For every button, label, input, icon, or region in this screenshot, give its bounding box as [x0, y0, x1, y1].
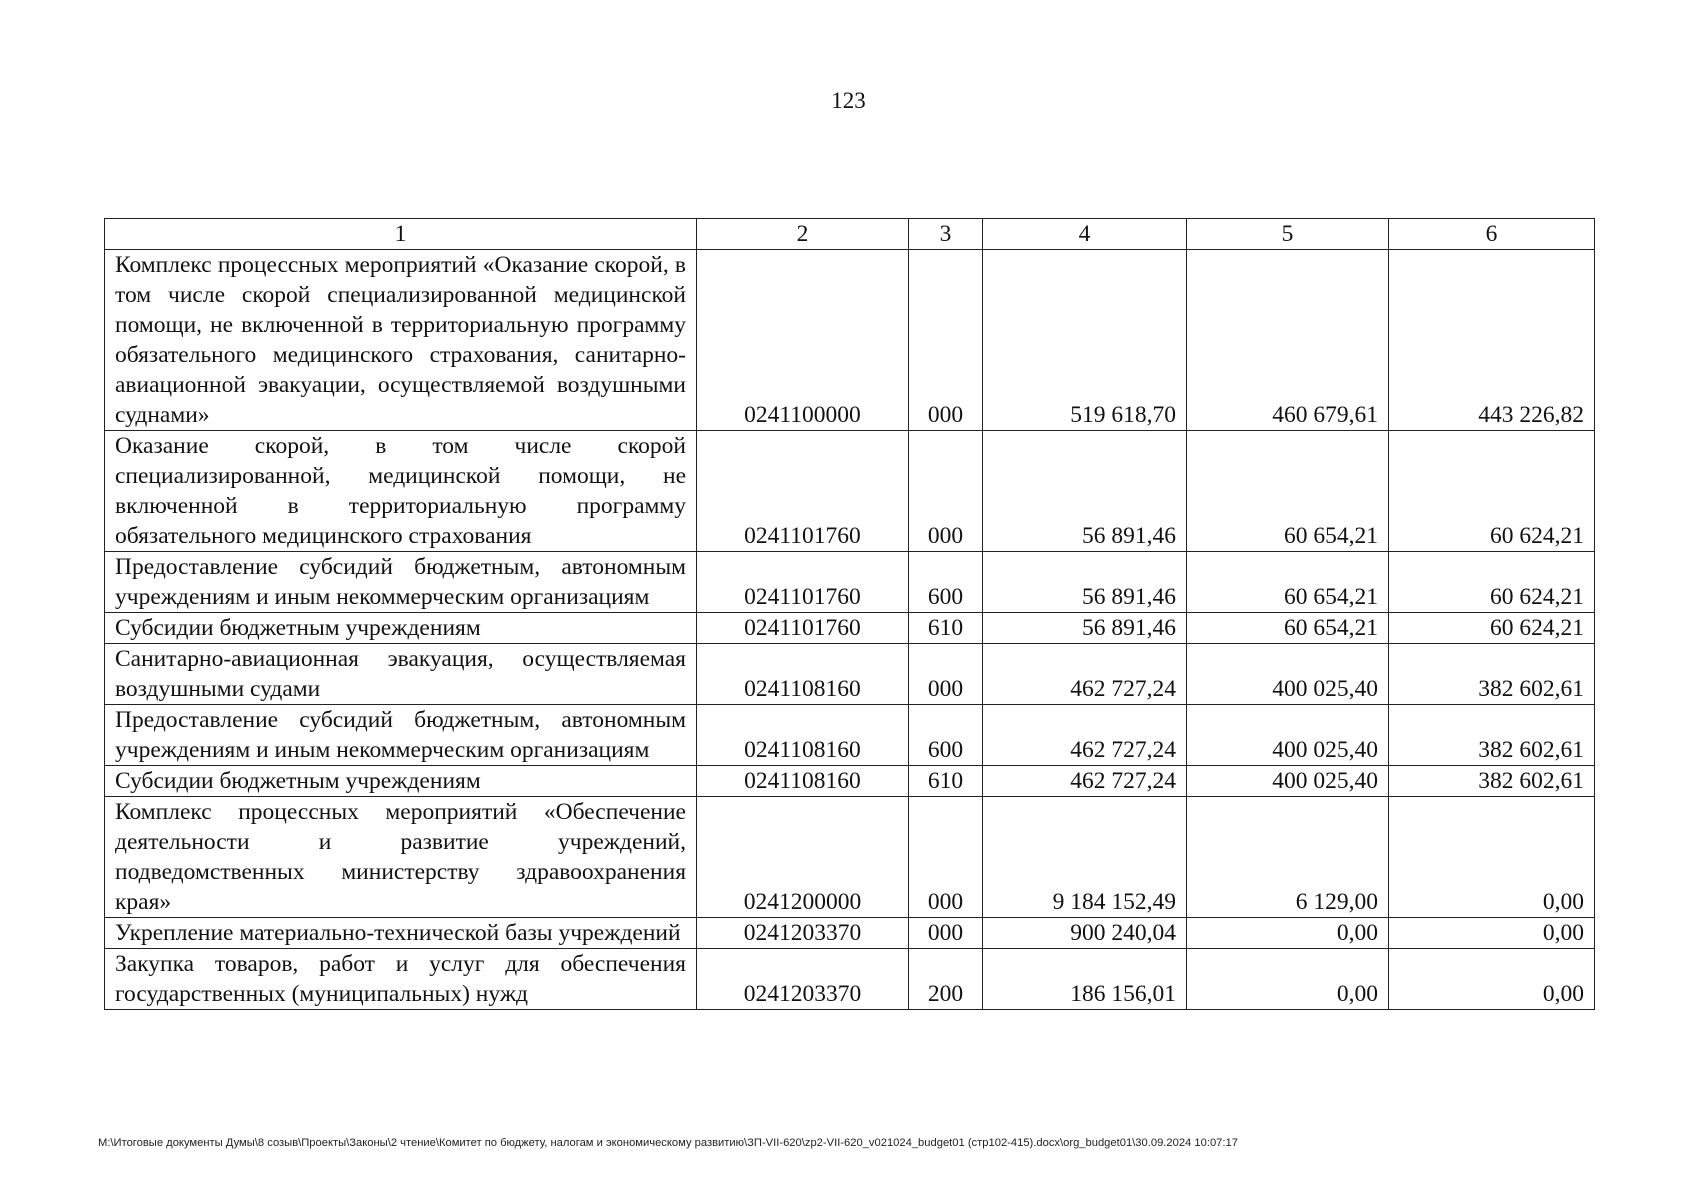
row-expense-type: 000 — [909, 797, 983, 918]
table-row — [105, 552, 1595, 613]
header-col-3: 3 — [909, 219, 983, 250]
table-row — [105, 797, 1595, 918]
row-expense-type: 610 — [909, 766, 983, 797]
row-value-3: 60 624,21 — [1389, 431, 1595, 552]
row-value-2: 400 025,40 — [1187, 766, 1389, 797]
row-value-3: 60 624,21 — [1389, 613, 1595, 644]
table-row — [105, 766, 1595, 797]
row-code: 0241100000 — [697, 250, 909, 431]
header-col-5: 5 — [1187, 219, 1389, 250]
row-name: Комплекс процессных мероприятий «Обеспечение деятельности и развитие учреждений, подведомственных министерству здравоохранения края» — [105, 797, 697, 918]
header-col-6: 6 — [1389, 219, 1595, 250]
row-code: 0241108160 — [697, 644, 909, 705]
row-code: 0241108160 — [697, 766, 909, 797]
row-expense-type: 600 — [909, 552, 983, 613]
row-expense-type: 000 — [909, 431, 983, 552]
row-name: Комплекс процессных мероприятий «Оказание скорой, в том числе скорой специализированной медицинской помощи, не включенной в территориальную программу обязательного медицинского страхования, санитарно-авиационной эвакуации, осуществляемой воздушными суднами» — [105, 250, 697, 431]
row-value-2: 60 654,21 — [1187, 552, 1389, 613]
row-expense-type: 000 — [909, 918, 983, 949]
row-value-2: 460 679,61 — [1187, 250, 1389, 431]
table-row — [105, 705, 1595, 766]
table-header — [105, 219, 1595, 250]
row-code: 0241101760 — [697, 431, 909, 552]
row-value-2: 400 025,40 — [1187, 705, 1389, 766]
row-name: Оказание скорой, в том числе скорой специализированной, медицинской помощи, не включенной в территориальную программу обязательного медицинского страхования — [105, 431, 697, 552]
row-expense-type: 600 — [909, 705, 983, 766]
row-value-3: 382 602,61 — [1389, 705, 1595, 766]
row-code: 0241108160 — [697, 705, 909, 766]
row-value-1: 56 891,46 — [983, 552, 1187, 613]
header-col-4: 4 — [983, 219, 1187, 250]
row-code: 0241203370 — [697, 949, 909, 1010]
row-expense-type: 000 — [909, 250, 983, 431]
row-value-3: 382 602,61 — [1389, 766, 1595, 797]
row-value-1: 462 727,24 — [983, 766, 1187, 797]
table-row — [105, 250, 1595, 431]
table-row — [105, 918, 1595, 949]
table-row — [105, 613, 1595, 644]
document-file-path: M:\Итоговые документы Думы\8 созыв\Проекты\Законы\2 чтение\Комитет по бюджету, налогам и экономическому развитию\ЗП-VII-620\zp2-VII-620_v021024_budget01 (стр102-415).docx\org_budget01\30.09.2024 10:07:17 — [98, 1137, 1238, 1149]
row-value-1: 462 727,24 — [983, 644, 1187, 705]
row-value-1: 56 891,46 — [983, 613, 1187, 644]
row-name: Закупка товаров, работ и услуг для обеспечения государственных (муниципальных) нужд — [105, 949, 697, 1010]
row-expense-type: 000 — [909, 644, 983, 705]
row-value-1: 9 184 152,49 — [983, 797, 1187, 918]
row-value-3: 443 226,82 — [1389, 250, 1595, 431]
header-col-2: 2 — [697, 219, 909, 250]
table-row — [105, 431, 1595, 552]
row-value-1: 186 156,01 — [983, 949, 1187, 1010]
row-value-2: 60 654,21 — [1187, 431, 1389, 552]
row-name: Предоставление субсидий бюджетным, автономным учреждениям и иным некоммерческим организациям — [105, 705, 697, 766]
header-col-1: 1 — [105, 219, 697, 250]
row-name: Субсидии бюджетным учреждениям — [105, 613, 697, 644]
row-code: 0241101760 — [697, 552, 909, 613]
row-value-3: 60 624,21 — [1389, 552, 1595, 613]
row-name: Предоставление субсидий бюджетным, автономным учреждениям и иным некоммерческим организациям — [105, 552, 697, 613]
row-value-1: 56 891,46 — [983, 431, 1187, 552]
table-row — [105, 949, 1595, 1010]
row-value-3: 0,00 — [1389, 797, 1595, 918]
row-name: Субсидии бюджетным учреждениям — [105, 766, 697, 797]
row-code: 0241101760 — [697, 613, 909, 644]
row-value-2: 6 129,00 — [1187, 797, 1389, 918]
row-code: 0241203370 — [697, 918, 909, 949]
row-value-1: 519 618,70 — [983, 250, 1187, 431]
row-expense-type: 200 — [909, 949, 983, 1010]
header-row — [105, 219, 1595, 250]
row-value-3: 0,00 — [1389, 918, 1595, 949]
page-number: 123 — [831, 88, 866, 113]
row-value-3: 0,00 — [1389, 949, 1595, 1010]
row-value-2: 0,00 — [1187, 918, 1389, 949]
row-value-1: 462 727,24 — [983, 705, 1187, 766]
row-expense-type: 610 — [909, 613, 983, 644]
table-row — [105, 644, 1595, 705]
row-value-3: 382 602,61 — [1389, 644, 1595, 705]
row-value-1: 900 240,04 — [983, 918, 1187, 949]
row-value-2: 60 654,21 — [1187, 613, 1389, 644]
budget-table — [104, 218, 1595, 1010]
row-code: 0241200000 — [697, 797, 909, 918]
row-value-2: 400 025,40 — [1187, 644, 1389, 705]
row-value-2: 0,00 — [1187, 949, 1389, 1010]
row-name: Укрепление материально-технической базы учреждений — [105, 918, 697, 949]
row-name: Санитарно-авиационная эвакуация, осуществляемая воздушными судами — [105, 644, 697, 705]
table-body — [105, 250, 1595, 1010]
